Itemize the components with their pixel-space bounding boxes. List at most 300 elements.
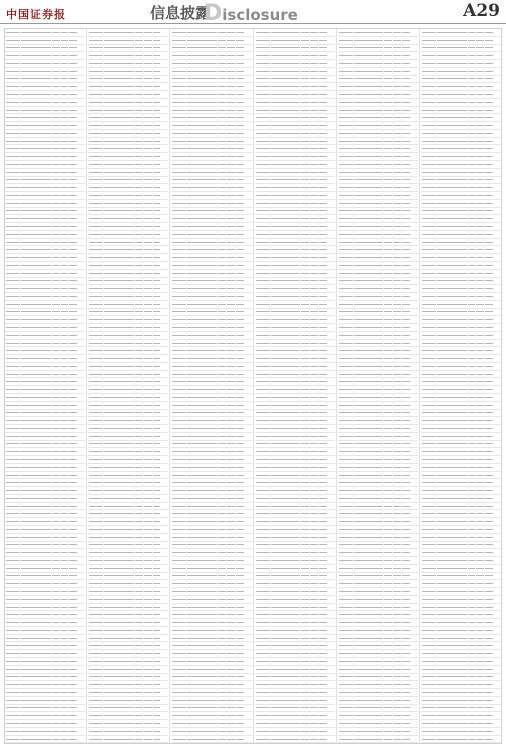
table-cell-illegible — [271, 71, 301, 72]
table-cell-illegible — [6, 676, 20, 677]
table-cell-illegible — [422, 343, 436, 344]
table-cell-illegible — [476, 490, 484, 491]
table-cell-illegible — [104, 327, 134, 328]
table-cell-illegible — [172, 638, 186, 639]
table-cell-illegible — [69, 692, 77, 693]
table-cell-illegible — [393, 614, 401, 615]
table-cell-illegible — [393, 490, 401, 491]
table-cell-illegible — [52, 32, 60, 33]
table-cell-illegible — [104, 436, 134, 437]
table-cell-illegible — [144, 405, 152, 406]
table-cell-illegible — [485, 343, 493, 344]
table-row — [88, 99, 168, 107]
table-cell-illegible — [339, 661, 353, 662]
table-cell-illegible — [6, 304, 20, 305]
table-cell-illegible — [384, 218, 392, 219]
table-cell-illegible — [52, 451, 60, 452]
table-row — [88, 223, 168, 231]
table-cell-illegible — [384, 467, 392, 468]
table-cell-illegible — [485, 141, 493, 142]
table-cell-illegible — [52, 218, 60, 219]
table-cell-illegible — [271, 498, 301, 499]
table-cell-illegible — [236, 234, 244, 235]
table-cell-illegible — [144, 110, 152, 111]
table-cell-illegible — [144, 467, 152, 468]
table-cell-illegible — [402, 110, 410, 111]
table-cell-illegible — [153, 676, 161, 677]
table-cell-illegible — [187, 366, 217, 367]
table-cell-illegible — [422, 544, 436, 545]
table-cell-illegible — [476, 397, 484, 398]
table-cell-illegible — [172, 630, 186, 631]
table-cell-illegible — [319, 506, 327, 507]
table-cell-illegible — [402, 350, 410, 351]
table-row — [171, 114, 251, 122]
table-cell-illegible — [485, 133, 493, 134]
table-cell-illegible — [187, 739, 217, 740]
table-cell-illegible — [227, 71, 235, 72]
table-cell-illegible — [393, 420, 401, 421]
table-cell-illegible — [339, 614, 353, 615]
table-cell-illegible — [384, 552, 392, 553]
table-cell-illegible — [393, 707, 401, 708]
table-row — [255, 689, 335, 697]
table-row — [421, 262, 501, 270]
table-cell-illegible — [61, 296, 69, 297]
table-row — [5, 658, 85, 666]
table-cell-illegible — [104, 366, 134, 367]
table-cell-illegible — [187, 249, 217, 250]
table-cell-illegible — [384, 490, 392, 491]
table-cell-illegible — [437, 343, 467, 344]
table-cell-illegible — [437, 381, 467, 382]
table-row — [88, 627, 168, 635]
table-cell-illegible — [256, 249, 270, 250]
table-cell-illegible — [153, 428, 161, 429]
table-cell-illegible — [153, 630, 161, 631]
table-cell-illegible — [256, 350, 270, 351]
table-cell-illegible — [437, 607, 467, 608]
table-cell-illegible — [476, 242, 484, 243]
table-cell-illegible — [135, 513, 143, 514]
table-cell-illegible — [227, 420, 235, 421]
table-row — [5, 208, 85, 216]
table-row — [88, 557, 168, 565]
table-row — [171, 627, 251, 635]
table-cell-illegible — [21, 311, 51, 312]
table-cell-illegible — [271, 412, 301, 413]
table-cell-illegible — [476, 32, 484, 33]
table-cell-illegible — [468, 552, 476, 553]
table-cell-illegible — [89, 529, 103, 530]
table-cell-illegible — [104, 443, 134, 444]
table-cell-illegible — [61, 397, 69, 398]
table-cell-illegible — [172, 723, 186, 724]
table-cell-illegible — [89, 311, 103, 312]
table-cell-illegible — [256, 327, 270, 328]
table-cell-illegible — [271, 451, 301, 452]
table-row — [338, 410, 418, 418]
table-cell-illegible — [89, 32, 103, 33]
table-cell-illegible — [468, 583, 476, 584]
table-row — [421, 604, 501, 612]
table-row — [171, 293, 251, 301]
table-cell-illegible — [236, 707, 244, 708]
table-cell-illegible — [402, 739, 410, 740]
table-cell-illegible — [52, 715, 60, 716]
table-cell-illegible — [61, 544, 69, 545]
table-cell-illegible — [319, 521, 327, 522]
table-cell-illegible — [468, 482, 476, 483]
table-cell-illegible — [227, 133, 235, 134]
table-cell-illegible — [310, 412, 318, 413]
table-cell-illegible — [227, 451, 235, 452]
table-cell-illegible — [218, 700, 226, 701]
table-cell-illegible — [271, 179, 301, 180]
table-cell-illegible — [153, 304, 161, 305]
table-cell-illegible — [187, 210, 217, 211]
table-cell-illegible — [144, 715, 152, 716]
table-cell-illegible — [52, 311, 60, 312]
table-cell-illegible — [144, 676, 152, 677]
table-cell-illegible — [319, 622, 327, 623]
table-cell-illegible — [485, 420, 493, 421]
table-cell-illegible — [61, 498, 69, 499]
table-cell-illegible — [135, 125, 143, 126]
table-cell-illegible — [468, 94, 476, 95]
table-cell-illegible — [218, 110, 226, 111]
table-row — [255, 720, 335, 728]
table-cell-illegible — [153, 544, 161, 545]
table-cell-illegible — [69, 288, 77, 289]
table-row — [88, 114, 168, 122]
table-cell-illegible — [485, 32, 493, 33]
table-cell-illegible — [135, 350, 143, 351]
table-cell-illegible — [476, 560, 484, 561]
table-row — [88, 417, 168, 425]
table-row — [255, 169, 335, 177]
table-cell-illegible — [393, 133, 401, 134]
table-cell-illegible — [468, 475, 476, 476]
table-cell-illegible — [104, 739, 134, 740]
table-cell-illegible — [301, 265, 309, 266]
table-cell-illegible — [402, 335, 410, 336]
table-cell-illegible — [52, 653, 60, 654]
table-cell-illegible — [236, 226, 244, 227]
table-row — [5, 720, 85, 728]
table-cell-illegible — [135, 249, 143, 250]
table-row — [5, 309, 85, 317]
table-cell-illegible — [271, 428, 301, 429]
table-cell-illegible — [21, 739, 51, 740]
table-cell-illegible — [402, 141, 410, 142]
table-cell-illegible — [89, 498, 103, 499]
table-cell-illegible — [476, 599, 484, 600]
table-cell-illegible — [256, 304, 270, 305]
table-cell-illegible — [354, 607, 384, 608]
table-cell-illegible — [437, 94, 467, 95]
table-row — [5, 37, 85, 45]
table-cell-illegible — [468, 164, 476, 165]
table-cell-illegible — [256, 537, 270, 538]
table-cell-illegible — [69, 156, 77, 157]
table-cell-illegible — [21, 552, 51, 553]
table-cell-illegible — [256, 242, 270, 243]
table-cell-illegible — [422, 599, 436, 600]
table-cell-illegible — [153, 700, 161, 701]
table-cell-illegible — [61, 692, 69, 693]
table-cell-illegible — [61, 125, 69, 126]
table-cell-illegible — [104, 319, 134, 320]
table-cell-illegible — [135, 117, 143, 118]
table-cell-illegible — [218, 684, 226, 685]
table-cell-illegible — [310, 47, 318, 48]
table-cell-illegible — [301, 389, 309, 390]
table-cell-illegible — [271, 544, 301, 545]
table-cell-illegible — [227, 273, 235, 274]
table-cell-illegible — [104, 389, 134, 390]
table-cell-illegible — [301, 645, 309, 646]
table-cell-illegible — [227, 506, 235, 507]
table-cell-illegible — [437, 319, 467, 320]
table-cell-illegible — [187, 195, 217, 196]
table-cell-illegible — [468, 405, 476, 406]
table-cell-illegible — [104, 669, 134, 670]
table-cell-illegible — [172, 731, 186, 732]
table-cell-illegible — [227, 700, 235, 701]
table-cell-illegible — [354, 358, 384, 359]
table-cell-illegible — [485, 164, 493, 165]
table-cell-illegible — [271, 40, 301, 41]
table-row — [421, 309, 501, 317]
table-cell-illegible — [187, 179, 217, 180]
table-cell-illegible — [89, 676, 103, 677]
table-cell-illegible — [384, 210, 392, 211]
table-cell-illegible — [256, 389, 270, 390]
table-cell-illegible — [256, 420, 270, 421]
table-cell-illegible — [256, 381, 270, 382]
table-row — [421, 363, 501, 371]
table-cell-illegible — [437, 692, 467, 693]
table-cell-illegible — [6, 405, 20, 406]
table-cell-illegible — [21, 428, 51, 429]
table-cell-illegible — [89, 583, 103, 584]
table-cell-illegible — [61, 482, 69, 483]
table-cell-illegible — [310, 645, 318, 646]
table-cell-illegible — [468, 653, 476, 654]
table-cell-illegible — [339, 653, 353, 654]
table-cell-illegible — [227, 63, 235, 64]
table-row — [255, 378, 335, 386]
table-row — [171, 487, 251, 495]
table-row — [338, 510, 418, 518]
table-row — [88, 76, 168, 84]
table-cell-illegible — [301, 715, 309, 716]
table-cell-illegible — [218, 280, 226, 281]
table-cell-illegible — [393, 715, 401, 716]
table-cell-illegible — [61, 552, 69, 553]
table-cell-illegible — [271, 560, 301, 561]
table-cell-illegible — [236, 273, 244, 274]
table-row — [338, 231, 418, 239]
table-cell-illegible — [339, 707, 353, 708]
table-row — [338, 340, 418, 348]
table-cell-illegible — [339, 700, 353, 701]
table-row — [338, 534, 418, 542]
table-cell-illegible — [172, 614, 186, 615]
table-cell-illegible — [227, 265, 235, 266]
table-cell-illegible — [468, 715, 476, 716]
table-cell-illegible — [153, 210, 161, 211]
table-cell-illegible — [468, 575, 476, 576]
table-cell-illegible — [236, 327, 244, 328]
table-cell-illegible — [271, 443, 301, 444]
table-cell-illegible — [236, 55, 244, 56]
table-cell-illegible — [69, 55, 77, 56]
table-cell-illegible — [69, 661, 77, 662]
table-cell-illegible — [310, 234, 318, 235]
table-cell-illegible — [227, 381, 235, 382]
table-cell-illegible — [468, 537, 476, 538]
table-cell-illegible — [476, 506, 484, 507]
table-cell-illegible — [21, 257, 51, 258]
table-cell-illegible — [476, 544, 484, 545]
table-cell-illegible — [153, 172, 161, 173]
table-cell-illegible — [172, 692, 186, 693]
table-cell-illegible — [69, 366, 77, 367]
table-cell-illegible — [172, 273, 186, 274]
table-cell-illegible — [89, 669, 103, 670]
table-cell-illegible — [6, 265, 20, 266]
table-cell-illegible — [310, 428, 318, 429]
table-row — [171, 394, 251, 402]
table-cell-illegible — [227, 32, 235, 33]
table-row — [88, 720, 168, 728]
table-cell-illegible — [69, 575, 77, 576]
table-cell-illegible — [437, 405, 467, 406]
table-cell-illegible — [393, 544, 401, 545]
table-row — [338, 433, 418, 441]
table-cell-illegible — [485, 374, 493, 375]
table-cell-illegible — [310, 374, 318, 375]
table-row — [5, 565, 85, 573]
table-cell-illegible — [21, 661, 51, 662]
table-cell-illegible — [310, 203, 318, 204]
table-cell-illegible — [310, 521, 318, 522]
table-row — [421, 441, 501, 449]
table-cell-illegible — [271, 257, 301, 258]
table-cell-illegible — [256, 653, 270, 654]
table-row — [88, 363, 168, 371]
table-cell-illegible — [52, 234, 60, 235]
table-cell-illegible — [339, 739, 353, 740]
table-row — [171, 76, 251, 84]
table-cell-illegible — [354, 739, 384, 740]
table-cell-illegible — [339, 630, 353, 631]
table-cell-illegible — [437, 676, 467, 677]
table-cell-illegible — [61, 739, 69, 740]
table-cell-illegible — [153, 280, 161, 281]
table-cell-illegible — [354, 78, 384, 79]
table-row — [88, 52, 168, 60]
table-row — [255, 223, 335, 231]
table-cell-illegible — [144, 273, 152, 274]
table-cell-illegible — [144, 86, 152, 87]
table-cell-illegible — [104, 684, 134, 685]
column-divider — [86, 29, 87, 743]
table-cell-illegible — [468, 739, 476, 740]
table-cell-illegible — [135, 731, 143, 732]
table-row — [255, 705, 335, 713]
table-cell-illegible — [310, 459, 318, 460]
table-cell-illegible — [485, 148, 493, 149]
table-cell-illegible — [393, 374, 401, 375]
table-row — [88, 246, 168, 254]
table-cell-illegible — [236, 506, 244, 507]
table-cell-illegible — [271, 117, 301, 118]
table-cell-illegible — [271, 249, 301, 250]
table-cell-illegible — [104, 288, 134, 289]
table-row — [88, 239, 168, 247]
table-cell-illegible — [339, 374, 353, 375]
table-cell-illegible — [236, 280, 244, 281]
table-row — [88, 316, 168, 324]
table-cell-illegible — [437, 47, 467, 48]
table-cell-illegible — [52, 366, 60, 367]
table-row — [171, 340, 251, 348]
table-cell-illegible — [69, 537, 77, 538]
table-cell-illegible — [69, 280, 77, 281]
table-row — [171, 223, 251, 231]
table-cell-illegible — [218, 451, 226, 452]
table-cell-illegible — [319, 692, 327, 693]
table-row — [171, 52, 251, 60]
table-cell-illegible — [89, 560, 103, 561]
table-cell-illegible — [319, 55, 327, 56]
table-cell-illegible — [271, 739, 301, 740]
table-cell-illegible — [319, 242, 327, 243]
table-row — [88, 60, 168, 68]
table-cell-illegible — [6, 591, 20, 592]
table-cell-illegible — [144, 195, 152, 196]
table-cell-illegible — [89, 475, 103, 476]
table-cell-illegible — [61, 234, 69, 235]
table-cell-illegible — [187, 575, 217, 576]
table-cell-illegible — [256, 226, 270, 227]
table-row — [88, 192, 168, 200]
table-cell-illegible — [354, 327, 384, 328]
table-cell-illegible — [271, 700, 301, 701]
table-cell-illegible — [402, 187, 410, 188]
table-cell-illegible — [104, 296, 134, 297]
table-cell-illegible — [271, 405, 301, 406]
table-cell-illegible — [69, 653, 77, 654]
table-cell-illegible — [339, 684, 353, 685]
table-cell-illegible — [422, 125, 436, 126]
table-cell-illegible — [6, 459, 20, 460]
table-cell-illegible — [144, 280, 152, 281]
table-row — [5, 223, 85, 231]
table-cell-illegible — [89, 420, 103, 421]
table-cell-illegible — [271, 234, 301, 235]
table-cell-illegible — [172, 560, 186, 561]
table-cell-illegible — [468, 47, 476, 48]
table-cell-illegible — [384, 630, 392, 631]
table-cell-illegible — [153, 311, 161, 312]
table-cell-illegible — [187, 560, 217, 561]
table-cell-illegible — [172, 366, 186, 367]
table-cell-illegible — [236, 133, 244, 134]
